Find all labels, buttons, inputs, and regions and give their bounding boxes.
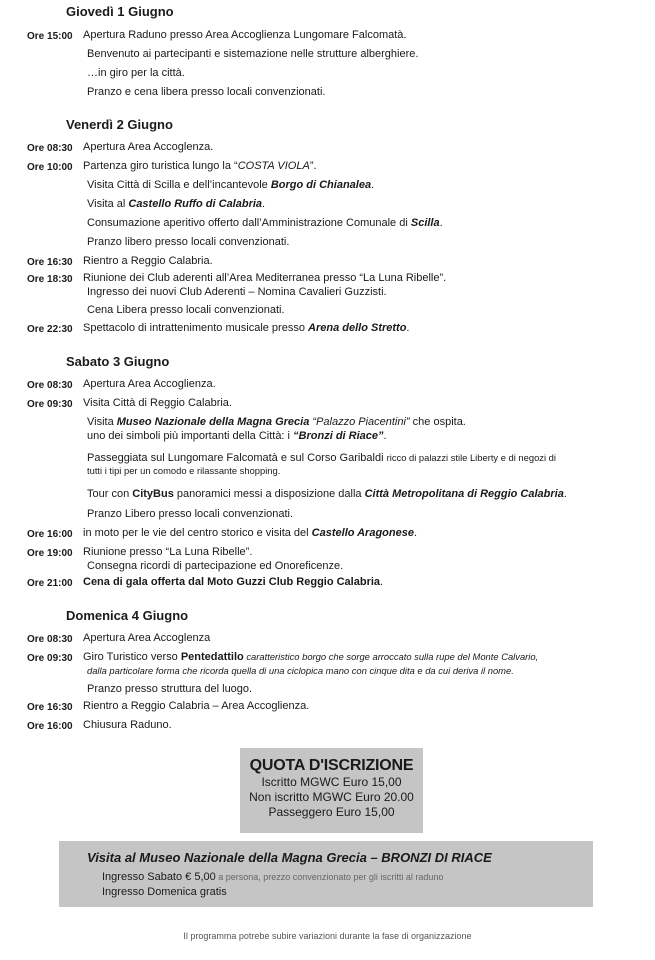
event-text-part: dalla particolare forma che ricorda quella di una ciclopica mano con cinque dita e da cui deriva il nome. xyxy=(87,665,514,676)
event-time: Ore 08:30 xyxy=(27,143,73,154)
event-text xyxy=(87,452,556,465)
day-heading: Sabato 3 Giugno xyxy=(66,354,170,369)
event-text xyxy=(83,378,216,391)
quota-line: Non iscritto MGWC Euro 20.00 xyxy=(249,790,414,804)
event-text-part: Arena dello Stretto xyxy=(308,322,407,334)
event-text-part: Castello Aragonese xyxy=(311,527,414,539)
event-text xyxy=(83,141,213,154)
event-text xyxy=(87,304,285,317)
event-text xyxy=(87,430,387,443)
event-text-part: Consegna ricordi di partecipazione ed Onoreficenze. xyxy=(87,560,344,572)
event-text xyxy=(87,179,374,192)
event-text xyxy=(87,198,265,211)
event-text xyxy=(83,632,210,645)
event-text-part: Castello Ruffo di Calabria xyxy=(128,198,263,210)
event-text xyxy=(87,67,185,80)
event-text-part: Apertura Area Accoglenza xyxy=(83,632,211,644)
event-text xyxy=(87,416,466,429)
quota-box xyxy=(240,748,423,833)
visita-sabato-note: a persona, prezzo convenzionato per gli iscritti al raduno xyxy=(215,872,444,882)
event-time: Ore 16:00 xyxy=(27,529,73,540)
visita-domenica-line: Ingresso Domenica gratis xyxy=(102,886,227,898)
event-text xyxy=(83,576,383,589)
event-text-part: Pentedattilo xyxy=(180,651,244,663)
event-text-part: Visita Città di Reggio Calabria. xyxy=(83,397,232,409)
event-text-part: Partenza giro turistica lungo la “ xyxy=(83,160,238,172)
quota-line: Passeggero Euro 15,00 xyxy=(268,805,395,819)
event-text-part: Riunione dei Club aderenti all’Area Mediterranea presso “La Luna Ribelle”. xyxy=(83,272,447,284)
event-text-part: panoramici messi a disposizione dalla xyxy=(173,488,365,500)
event-text-part: . xyxy=(383,430,387,442)
event-text-part: . xyxy=(563,488,567,500)
event-text-part: Rientro a Reggio Calabria – Area Accoglienza. xyxy=(83,700,310,712)
event-text xyxy=(87,86,325,99)
event-text-part: Ingresso dei nuovi Club Aderenti – Nomina Cavalieri Guzzisti. xyxy=(87,286,387,298)
event-time: Ore 16:30 xyxy=(27,702,73,713)
event-text-part: ”. xyxy=(309,160,317,172)
event-text-part: Tour con xyxy=(87,488,133,500)
event-text-part: “Bronzi di Riace” xyxy=(293,430,384,442)
event-text xyxy=(83,719,172,732)
event-time: Ore 22:30 xyxy=(27,324,73,335)
event-text xyxy=(83,322,409,335)
event-text xyxy=(83,29,406,42)
event-text xyxy=(87,560,343,573)
event-time: Ore 15:00 xyxy=(27,31,73,42)
event-text-part: . xyxy=(413,527,418,539)
event-text xyxy=(83,255,213,268)
event-time: Ore 08:30 xyxy=(27,634,73,645)
event-text-part: . xyxy=(380,576,384,588)
event-text-part: Visita al xyxy=(87,198,129,210)
event-text xyxy=(87,286,387,299)
quota-title: QUOTA D'ISCRIZIONE xyxy=(249,757,414,774)
event-text xyxy=(87,508,293,521)
event-text-part: Apertura Area Accoglienza. xyxy=(83,378,216,390)
day-heading: Domenica 4 Giugno xyxy=(66,608,189,623)
event-text-part: Apertura Area Accoglenza. xyxy=(83,141,214,153)
event-text-part: …in giro per la città. xyxy=(87,67,185,79)
event-text xyxy=(87,465,280,478)
event-text-part: Visita xyxy=(87,416,117,428)
event-time: Ore 21:00 xyxy=(27,578,73,589)
visita-sabato-price: Ingresso Sabato € 5,00 xyxy=(102,871,216,883)
event-text-part: Consumazione aperitivo offerto dall’Amministrazione Comunale di xyxy=(87,217,411,229)
event-text xyxy=(87,488,567,501)
event-text-part: Cena Libera presso locali convenzionati. xyxy=(87,304,285,316)
day-heading: Venerdì 2 Giugno xyxy=(66,117,173,132)
event-text-part: Spettacolo di intrattenimento musicale presso xyxy=(83,322,309,334)
event-text-part: Pranzo Libero presso locali convenzionati. xyxy=(87,508,294,520)
event-text-part: caratteristico borgo che sorge arroccato sulla rupe del Monte Calvario, xyxy=(243,651,539,662)
event-text-part: . xyxy=(406,322,410,334)
event-text-part: Rientro a Reggio Calabria. xyxy=(83,255,213,267)
event-time: Ore 19:00 xyxy=(27,548,73,559)
event-time: Ore 16:30 xyxy=(27,257,73,268)
event-text-part: che ospita. xyxy=(409,416,466,428)
event-text-part: Visita Città di Scilla e dell’incantevole xyxy=(87,179,271,191)
event-text-part: Museo Nazionale della Magna Grecia xyxy=(116,416,310,428)
footer-note: Il programma potrebe subire variazioni durante la fase di organizzazione xyxy=(183,931,472,941)
visita-title: Visita al Museo Nazionale della Magna Grecia – BRONZI DI RIACE xyxy=(87,850,492,865)
event-text-part: Passeggiata sul Lungomare Falcomatà e sul Corso Garibaldi xyxy=(87,452,387,464)
event-text-part: Città Metropolitana di Reggio Calabria xyxy=(364,488,564,500)
event-text-part: Apertura Raduno presso Area Accoglienza Lungomare Falcomatà. xyxy=(83,29,407,41)
event-text-part: tutti i tipi per un comodo e rilassante shopping. xyxy=(87,465,281,476)
event-text-part: ricco di palazzi stile Liberty e di negozi di xyxy=(386,452,556,463)
event-text xyxy=(83,651,538,664)
event-text-part: “Palazzo Piacentini” xyxy=(309,416,410,428)
event-text-part: in moto per le vie del centro storico e visita del xyxy=(83,527,312,539)
event-text xyxy=(83,160,317,173)
event-text-part: CityBus xyxy=(132,488,174,500)
visita-box xyxy=(59,841,593,907)
event-time: Ore 08:30 xyxy=(27,380,73,391)
event-text xyxy=(87,217,443,230)
event-text-part: Pranzo presso struttura del luogo. xyxy=(87,683,253,695)
event-text xyxy=(87,665,514,678)
event-text-part: Giro Turistico verso xyxy=(83,651,181,663)
event-text-part: . xyxy=(371,179,375,191)
event-text-part: Riunione presso “La Luna Ribelle”. xyxy=(83,546,253,558)
event-text-part: . xyxy=(439,217,443,229)
event-text xyxy=(87,48,418,61)
event-text xyxy=(83,546,252,559)
event-time: Ore 09:30 xyxy=(27,653,73,664)
event-text xyxy=(87,683,252,696)
event-text-part: Cena di gala offerta dal Moto Guzzi Club Reggio Calabria xyxy=(83,576,381,588)
event-text-part: uno dei simboli più importanti della Città: i xyxy=(87,430,294,442)
event-text-part: COSTA VIOLA xyxy=(237,160,310,172)
event-text-part: Pranzo libero presso locali convenzionati. xyxy=(87,236,290,248)
event-text-part: Borgo di Chianalea xyxy=(270,179,372,191)
event-time: Ore 18:30 xyxy=(27,274,73,285)
event-text-part: Benvenuto ai partecipanti e sistemazione nelle strutture alberghiere. xyxy=(87,48,419,60)
visita-sabato-line xyxy=(102,871,443,883)
event-time: Ore 10:00 xyxy=(27,162,73,173)
day-heading: Giovedì 1 Giugno xyxy=(66,4,174,19)
quota-line: Iscritto MGWC Euro 15,00 xyxy=(261,775,402,789)
event-text-part: Chiusura Raduno. xyxy=(83,719,172,731)
event-text xyxy=(83,700,309,713)
event-text xyxy=(83,397,232,410)
event-text-part: Scilla xyxy=(410,217,440,229)
event-text-part: Pranzo e cena libera presso locali convenzionati. xyxy=(87,86,326,98)
event-text xyxy=(83,527,417,540)
event-text xyxy=(87,236,289,249)
event-time: Ore 16:00 xyxy=(27,721,73,732)
event-text-part: . xyxy=(262,198,266,210)
event-text xyxy=(83,272,446,285)
event-time: Ore 09:30 xyxy=(27,399,73,410)
